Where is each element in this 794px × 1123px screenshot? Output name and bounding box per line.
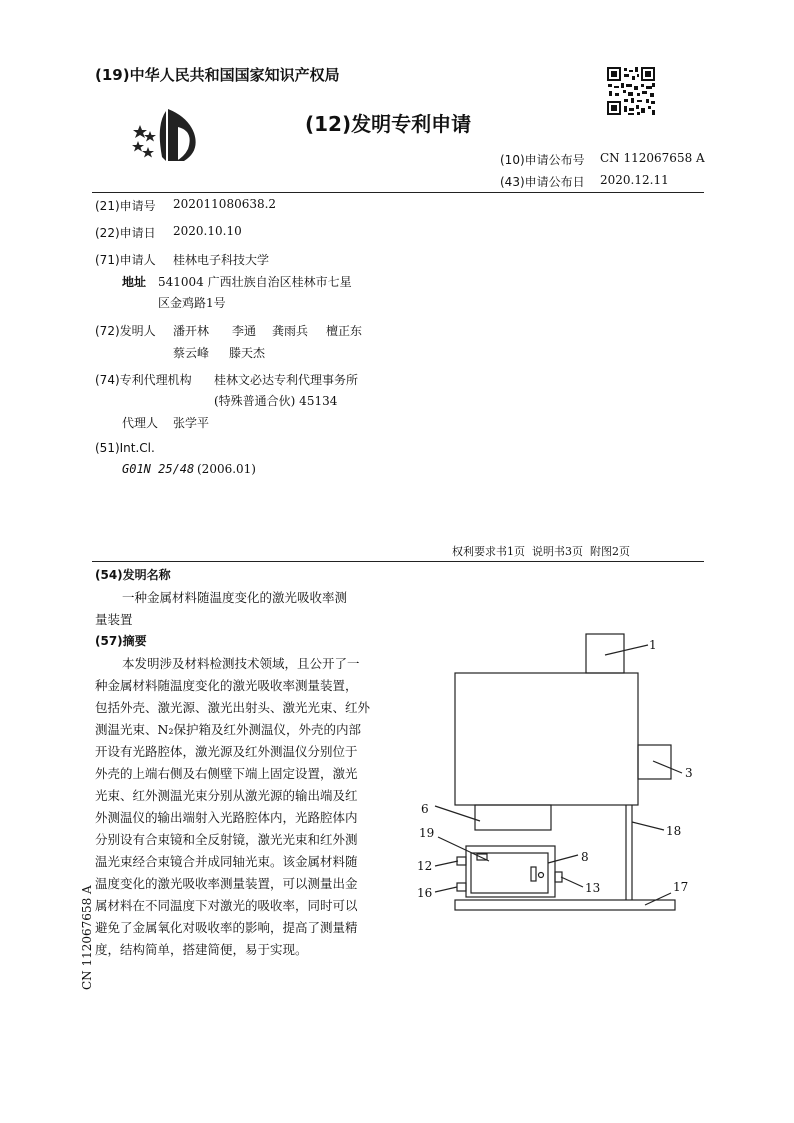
document-type: (12)发明专利申请 [305,112,472,136]
app-no: 202011080638.2 [173,197,277,211]
agency-line-1: 桂林文必达专利代理事务所 [214,373,359,387]
header-divider [92,192,704,193]
housing-box [455,673,638,805]
abstract-line: 包括外壳、激光源、激光出射头、激光光束、红外 [95,700,371,715]
figure-label-3: 3 [685,766,693,780]
base-plate [455,900,675,910]
agency-label: (74)专利代理机构 [95,373,192,387]
cnipa-logo [128,105,206,165]
abstract-line: 外壳的上端右侧及右侧壁下端上固定设置，激光 [95,766,358,781]
app-no-label: (21)申请号 [95,199,156,213]
address-line-2: 区金鸡路1号 [158,296,226,310]
inventor: 滕天杰 [229,346,266,360]
abstract-line: 分别设有合束镜和全反射镜，激光光束和红外测 [95,832,358,847]
abstract-line: 避免了金属氧化对吸收率的影响，提高了测量精 [95,920,358,935]
abstract-line: 光束、红外测温光束分别从激光源的输出端及红 [95,788,358,803]
figure-label-16: 16 [417,886,433,900]
page-counts: 权利要求书1页 说明书3页 附图2页 [452,545,630,558]
abstract-label: (57)摘要 [95,634,147,648]
figure-label-6: 6 [421,802,429,816]
address-label: 地址 [122,275,147,289]
publication-number-label: (10)申请公布号 [500,153,585,167]
inventor: 潘开林 [173,324,210,338]
intcl-label: (51)Int.Cl. [95,441,155,455]
app-date: 2020.10.10 [173,224,242,238]
office-name: (19)中华人民共和国国家知识产权局 [95,66,340,84]
figure-label-8: 8 [581,850,589,864]
figure-label-12: 12 [417,859,433,873]
abstract-line: 温光束经合束镜合并成同轴光束。该金属材料随 [95,854,358,869]
abstract-line: 外测温仪的输出端射入光路腔体内，光路腔体内 [95,810,358,825]
abstract-line: 种金属材料随温度变化的激光吸收率测量装置， [95,678,358,693]
publication-date-label: (43)申请公布日 [500,175,585,189]
page-counts-divider [92,561,704,562]
app-date-label: (22)申请日 [95,226,156,240]
inventors-label: (72)发明人 [95,324,156,338]
publication-date: 2020.12.11 [600,173,669,187]
agent: 张学平 [173,416,210,430]
abstract-line: 本发明涉及材料检测技术领域，且公开了一 [122,656,360,671]
invention-title-line-1: 一种金属材料随温度变化的激光吸收率测 [122,590,348,605]
address-line-1: 541004 广西壮族自治区桂林市七星 [158,275,352,289]
figure-label-13: 13 [585,881,601,895]
inventor: 李通 [232,324,257,338]
figure-label-18: 18 [666,824,682,838]
figure-label-1: 1 [649,638,657,652]
inventor: 龚雨兵 [272,324,309,338]
applicant: 桂林电子科技大学 [173,253,270,267]
agent-label: 代理人 [122,416,159,430]
abstract-line: 开设有光路腔体，激光源及红外测温仪分别位于 [95,744,358,759]
abstract-line: 温度变化的激光吸收率测量装置，可以测量出金 [95,876,358,891]
qr-code [606,66,656,116]
title-section-label: (54)发明名称 [95,568,171,582]
abstract-line: 度，结构简单，搭建简便，易于实现。 [95,942,308,957]
inventor: 檀正东 [326,324,363,338]
device-figure [405,625,705,925]
agency-line-2: (特殊普通合伙) 45134 [214,394,338,408]
publication-number: CN 112067658 A [600,151,705,165]
intcl-year: (2006.01) [197,462,256,476]
side-publication-number: CN 112067658 A [80,885,94,990]
intcl-code: G01N 25/48 [122,462,195,476]
neck-box [475,805,551,830]
figure-label-19: 19 [419,826,435,840]
inventor: 蔡云峰 [173,346,210,360]
figure-label-17: 17 [673,880,689,894]
abstract-line: 属材料在不同温度下对激光的吸收率，同时可以 [95,898,358,913]
applicant-label: (71)申请人 [95,253,156,267]
abstract-line: 测温光束、N₂保护箱及红外测温仪，外壳的内部 [95,722,361,737]
invention-title-line-2: 量装置 [95,612,133,627]
laser-source-box [586,634,624,673]
